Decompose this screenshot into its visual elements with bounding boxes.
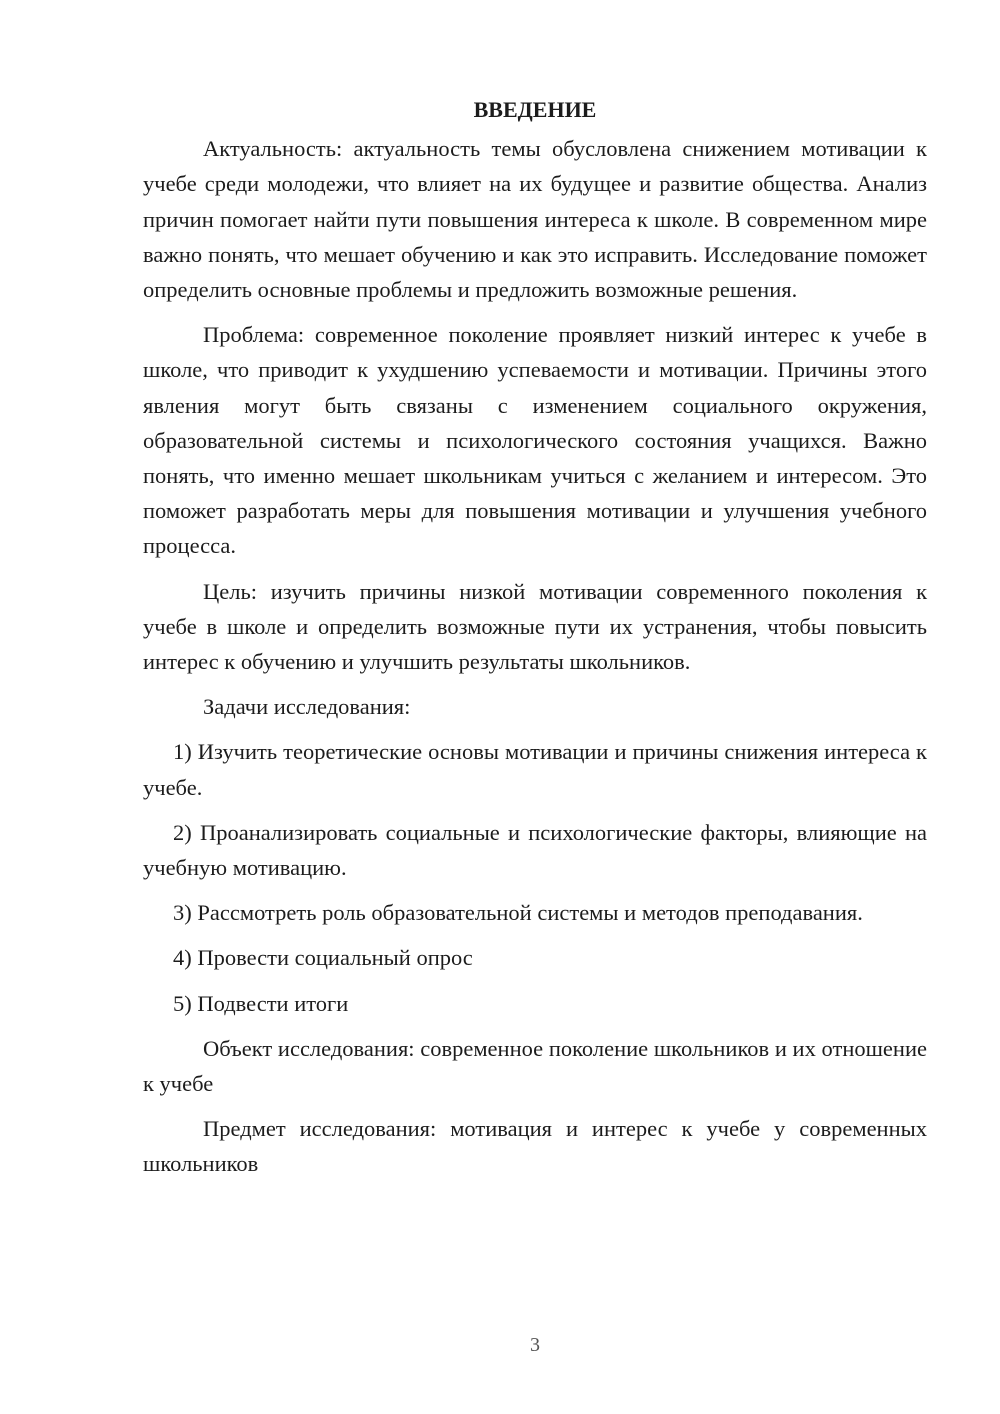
- section-heading: ВВЕДЕНИЕ: [473, 97, 597, 122]
- tasks-title: Задачи исследования:: [203, 694, 411, 720]
- task-item-4: 4) Провести социальный опрос: [173, 945, 473, 971]
- task-item-2: 2) Проанализировать социальные и психологические факторы, влияющие на учебную мотивацию.: [143, 819, 927, 881]
- page-content: [143, 92, 927, 1192]
- problem-paragraph: Проблема: современное поколение проявляет низкий интерес к учебе в школе, что приводит к ухудшению успеваемости и мотивации. Причины этого явления могут быть связаны с изменением социального окружения, образовательной системы и психологического состояния учащихся. Важно понять, что именно мешает школьникам учиться с желанием и интересом. Это поможет разработать меры для повышения мотивации и улучшения учебного процесса.: [143, 322, 927, 559]
- relevance-paragraph: Актуальность: актуальность темы обусловлена снижением мотивации к учебе среди молодежи, что влияет на их будущее и развитие общества. Анализ причин помогает найти пути повышения интереса к школе. В современном мире важно понять, что мешает обучению и как это исправить. Исследование поможет определить основные проблемы и предложить возможные решения.: [143, 136, 927, 303]
- object-paragraph: Объект исследования: современное поколение школьников и их отношение к учебе: [143, 1035, 927, 1097]
- goal-paragraph: Цель: изучить причины низкой мотивации современного поколения к учебе в школе и определить возможные пути их устранения, чтобы повысить интерес к обучению и улучшить результаты школьников.: [143, 578, 927, 675]
- task-item-1: 1) Изучить теоретические основы мотивации и причины снижения интереса к учебе.: [143, 739, 927, 800]
- task-item-5: 5) Подвести итоги: [173, 990, 349, 1016]
- task-item-3: 3) Рассмотреть роль образовательной системы и методов преподавания.: [173, 900, 863, 926]
- page-number: 3: [530, 1334, 540, 1356]
- subject-paragraph: Предмет исследования: мотивация и интерес к учебе у современных школьников: [143, 1116, 927, 1177]
